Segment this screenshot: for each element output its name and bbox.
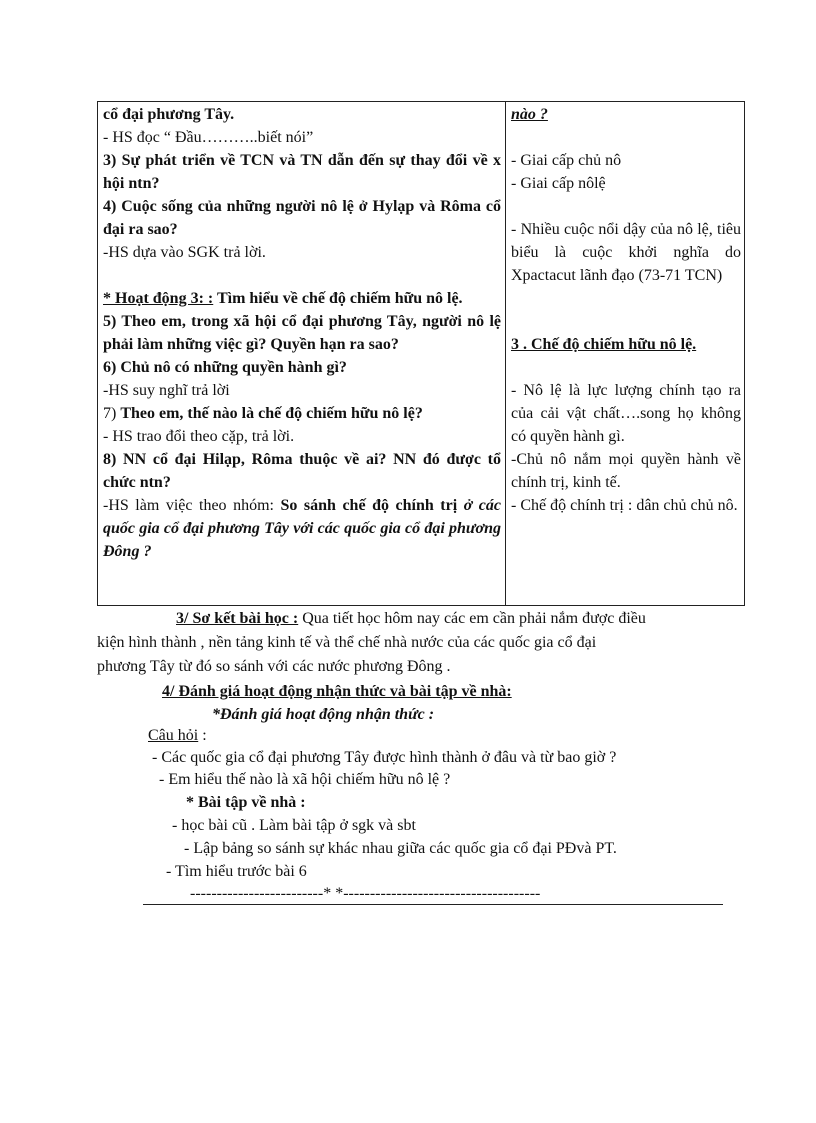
question-7-answer: - HS trao đổi theo cặp, trả lời. [103, 428, 295, 445]
homework-heading: * Bài tập về nhà : [186, 794, 306, 811]
question-4-answer: -HS dựa vào SGK trả lời. [103, 244, 266, 261]
question-3: 3) Sự phát triển về TCN và TN dẫn đến sự thay đổi về x hội ntn? [103, 152, 501, 192]
question-8-answer-italic: ở các quốc gia cổ đại phương Tây với các quốc gia cổ đại phương Đông ? [103, 497, 502, 560]
summary-line-3: phương Tây từ đó so sánh với các nước phương Đông . [97, 658, 451, 675]
right-line-1: nào ? [511, 106, 548, 123]
homework-item-3: - Tìm hiểu trước bài 6 [166, 863, 307, 880]
question-6-answer: -HS suy nghĩ trả lời [103, 382, 230, 399]
homework-item-2: - Lập bảng so sánh sự khác nhau giữa các quốc gia cổ đại PĐvà PT. [184, 840, 617, 857]
question-8-answer-bold: So sánh chế độ chính trị [280, 497, 458, 514]
right-slave-role: - Nô lệ là lực lượng chính tạo ra của cải vật chất….song họ không có quyền hành gì. [511, 382, 741, 445]
right-political-regime: - Chế độ chính trị : dân chủ chủ nô. [511, 497, 738, 514]
right-section-3-heading: 3 . Chế độ chiếm hữu nô lệ. [511, 336, 697, 353]
questions-label-line [148, 724, 207, 747]
question-8-answer-prefix: -HS làm việc theo nhóm: [103, 497, 281, 514]
questions-label: Câu hỏi [148, 727, 199, 744]
right-uprisings: - Nhiều cuộc nổi dậy của nô lệ, tiêu biểu là cuộc khởi nghĩa do Xpactacut lãnh đạo (73-71 TCN) [511, 221, 741, 284]
table-left-column [103, 103, 501, 563]
summary-label: 3/ Sơ kết bài học : [176, 610, 299, 627]
right-class-slaves: - Giai cấp nôlệ [511, 175, 606, 192]
question-8: 8) NN cổ đại Hilạp, Rôma thuộc về ai? NN đó được tổ chức ntn? [103, 451, 501, 491]
right-owner-power: -Chủ nô nắm mọi quyền hành về chính trị, kinh tế. [511, 451, 741, 491]
evaluation-subheading: *Đánh giá hoạt động nhận thức : [212, 706, 435, 723]
question-4: 4) Cuộc sống của những người nô lệ ở Hylạp và Rôma cổ đại ra sao? [103, 198, 501, 238]
evaluation-question-1: - Các quốc gia cổ đại phương Tây được hình thành ở đâu và từ bao giờ ? [152, 749, 617, 766]
end-separator: -------------------------* *------------------------------------- [190, 885, 541, 902]
questions-colon: : [198, 727, 207, 744]
question-7-text: Theo em, thế nào là chế độ chiếm hữu nô lệ? [120, 405, 423, 422]
left-line-2: - HS đọc “ Đầu………..biết nói” [103, 129, 314, 146]
summary-line-1 [176, 607, 646, 630]
activity-3-text: Tìm hiểu về chế độ chiếm hữu nô lệ. [213, 290, 463, 307]
left-line-1: cổ đại phương Tây. [103, 106, 235, 123]
question-6: 6) Chủ nô có những quyền hành gì? [103, 359, 347, 376]
bottom-rule [143, 904, 723, 905]
evaluation-question-2: - Em hiểu thế nào là xã hội chiếm hữu nô lệ ? [159, 771, 451, 788]
summary-line-2: kiện hình thành , nền tảng kinh tế và thể chế nhà nước của các quốc gia cổ đại [97, 634, 597, 651]
question-7 [103, 402, 501, 425]
question-5: 5) Theo em, trong xã hội cổ đại phương Tây, người nô lệ phải làm những việc gì? Quyền hạn ra sao? [103, 313, 501, 353]
question-7-number: 7) [103, 405, 121, 422]
activity-3-label: * Hoạt động 3: : [103, 290, 214, 307]
table-column-divider [505, 101, 506, 606]
evaluation-heading: 4/ Đánh giá hoạt động nhận thức và bài tập về nhà: [162, 683, 512, 700]
summary-text-1: Qua tiết học hôm nay các em cần phải nắm được điều [298, 610, 646, 627]
homework-item-1: - học bài cũ . Làm bài tập ở sgk và sbt [172, 817, 416, 834]
activity-3 [103, 287, 501, 310]
table-right-column [511, 103, 741, 517]
question-8-answer [103, 494, 501, 563]
right-class-owners: - Giai cấp chủ nô [511, 152, 622, 169]
